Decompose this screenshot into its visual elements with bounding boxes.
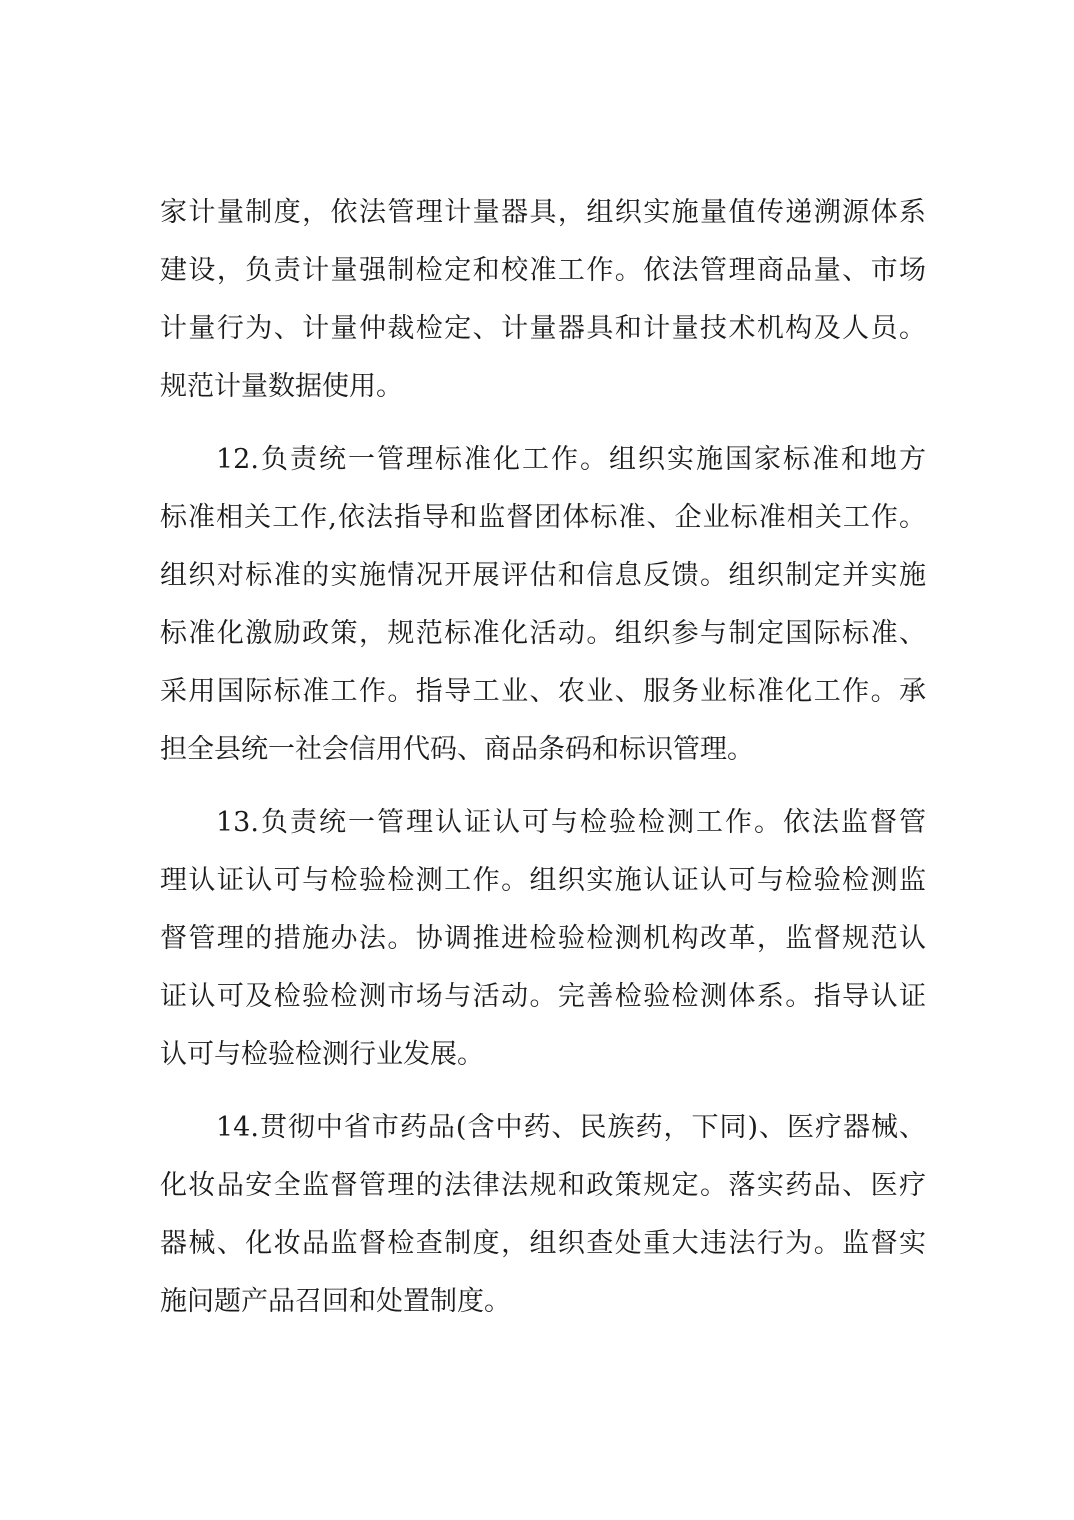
text-line: 理认证认可与检验检测工作。组织实施认证认可与检验检测监 (160, 865, 926, 896)
text-line: 14.贯彻中省市药品(含中药、民族药，下同)、医疗器械、 (216, 1112, 926, 1143)
text-line: 规范计量数据使用。 (160, 371, 403, 402)
paragraph-metrology (160, 184, 926, 416)
text-line: 化妆品安全监督管理的法律法规和政策规定。落实药品、医疗 (160, 1170, 926, 1201)
paragraph-gap (160, 416, 926, 431)
text-line: 组织对标准的实施情况开展评估和信息反馈。组织制定并实施 (160, 560, 926, 591)
paragraph-item-12 (160, 431, 926, 779)
text-line: 标准相关工作,依法指导和监督团体标准、企业标准相关工作。 (160, 502, 926, 533)
text-line: 家计量制度，依法管理计量器具，组织实施量值传递溯源体系 (160, 197, 926, 228)
text-line: 担全县统一社会信用代码、商品条码和标识管理。 (160, 734, 754, 765)
text-line: 督管理的措施办法。协调推进检验检测机构改革，监督规范认 (160, 923, 926, 954)
text-line: 器械、化妆品监督检查制度，组织查处重大违法行为。监督实 (160, 1228, 926, 1259)
text-line: 采用国际标准工作。指导工业、农业、服务业标准化工作。承 (160, 676, 926, 707)
text-line: 12.负责统一管理标准化工作。组织实施国家标准和地方 (216, 444, 926, 475)
paragraph-gap (160, 779, 926, 794)
paragraph-item-13 (160, 794, 926, 1084)
text-line: 证认可及检验检测市场与活动。完善检验检测体系。指导认证 (160, 981, 926, 1012)
text-line: 计量行为、计量仲裁检定、计量器具和计量技术机构及人员。 (160, 313, 926, 344)
text-line: 标准化激励政策，规范标准化活动。组织参与制定国际标准、 (160, 618, 926, 649)
text-line: 13.负责统一管理认证认可与检验检测工作。依法监督管 (216, 807, 926, 838)
paragraph-item-14 (160, 1099, 926, 1331)
document-body (160, 184, 926, 1331)
paragraph-gap (160, 1084, 926, 1099)
text-line: 认可与检验检测行业发展。 (160, 1039, 484, 1070)
text-line: 施问题产品召回和处置制度。 (160, 1286, 511, 1317)
text-line: 建设，负责计量强制检定和校准工作。依法管理商品量、市场 (160, 255, 926, 286)
